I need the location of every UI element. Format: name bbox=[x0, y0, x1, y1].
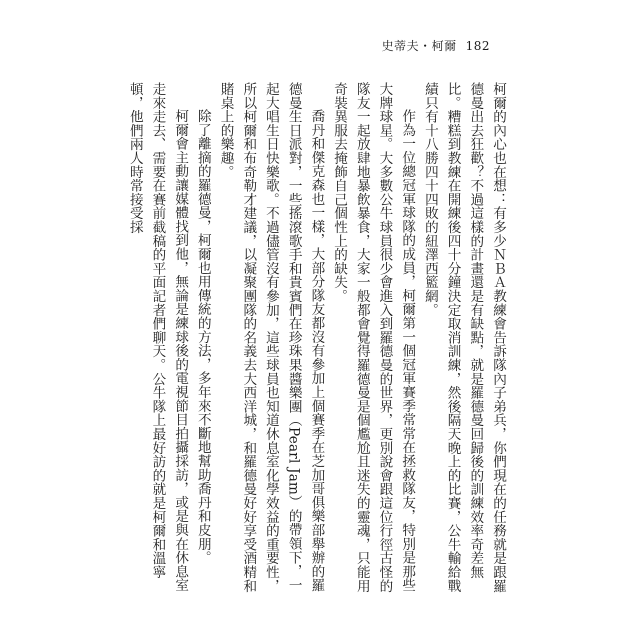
running-header bbox=[382, 37, 490, 54]
paragraph: 除了離摘的羅德曼，柯爾也用傳統的方法，多年來不斷地幫助喬丹和皮朋。 bbox=[194, 109, 211, 565]
paragraph: 柯爾會主動讓媒體找到他，無論是練球後的電視節目拍攝採訪，或是與在休息室走來走去、需要在賽前截稿的平面記者們聊天。公牛隊上最好訪的就是柯爾和溫寧頓，他們兩人時常接受採 bbox=[126, 82, 189, 593]
running-title: 史蒂夫・柯爾 bbox=[381, 39, 457, 53]
paragraph: 喬丹和傑克森也一樣，大部分隊友都沒有參加上個賽季在芝加哥俱樂部舉辦的羅德曼生日派對，一些搖滾歌手和貴賓們在珍珠果醬樂團（Pearl Jam）的帶領下，一起大唱生日快樂歌。不過儘管沒有參加，這些球員也知道休息室化學效益的重要性，所以柯爾和布奇勒才建議，以凝聚團隊的名義去大西洋城，和羅德曼好好享受酒精和賭桌上的樂趣。 bbox=[217, 82, 325, 593]
paragraph: 作為一位總冠軍球隊的成員，柯爾第一個冠軍賽季常常在拯救隊友，特別是那些大牌球星。大多數公牛球員很少會進入到羅德曼的世界，更別說會跟這位行徑古怪的隊友一起放肆地暴飲暴食，大家一般都會覺得羅德曼是個尷尬且迷失的靈魂，只能用奇裝異服去掩飾自己個性上的缺失。 bbox=[331, 82, 416, 593]
paragraph: 柯爾的內心也在想：有多少ＮＢＡ教練會告訴隊內子弟兵，你們現在的任務就是跟羅德曼出去狂歡？不過這樣的計畫還是有缺點，就是羅德曼回歸後的訓練效率奇差無比。糟糕到教練在開練後四十分鐘決定取消訓練，然後隔天晚上的比賽，公牛輸給戰績只有十八勝四十四敗的紐澤西籃網。 bbox=[421, 82, 506, 593]
vertical-body-text bbox=[126, 82, 509, 594]
page-number: 182 bbox=[465, 39, 490, 53]
